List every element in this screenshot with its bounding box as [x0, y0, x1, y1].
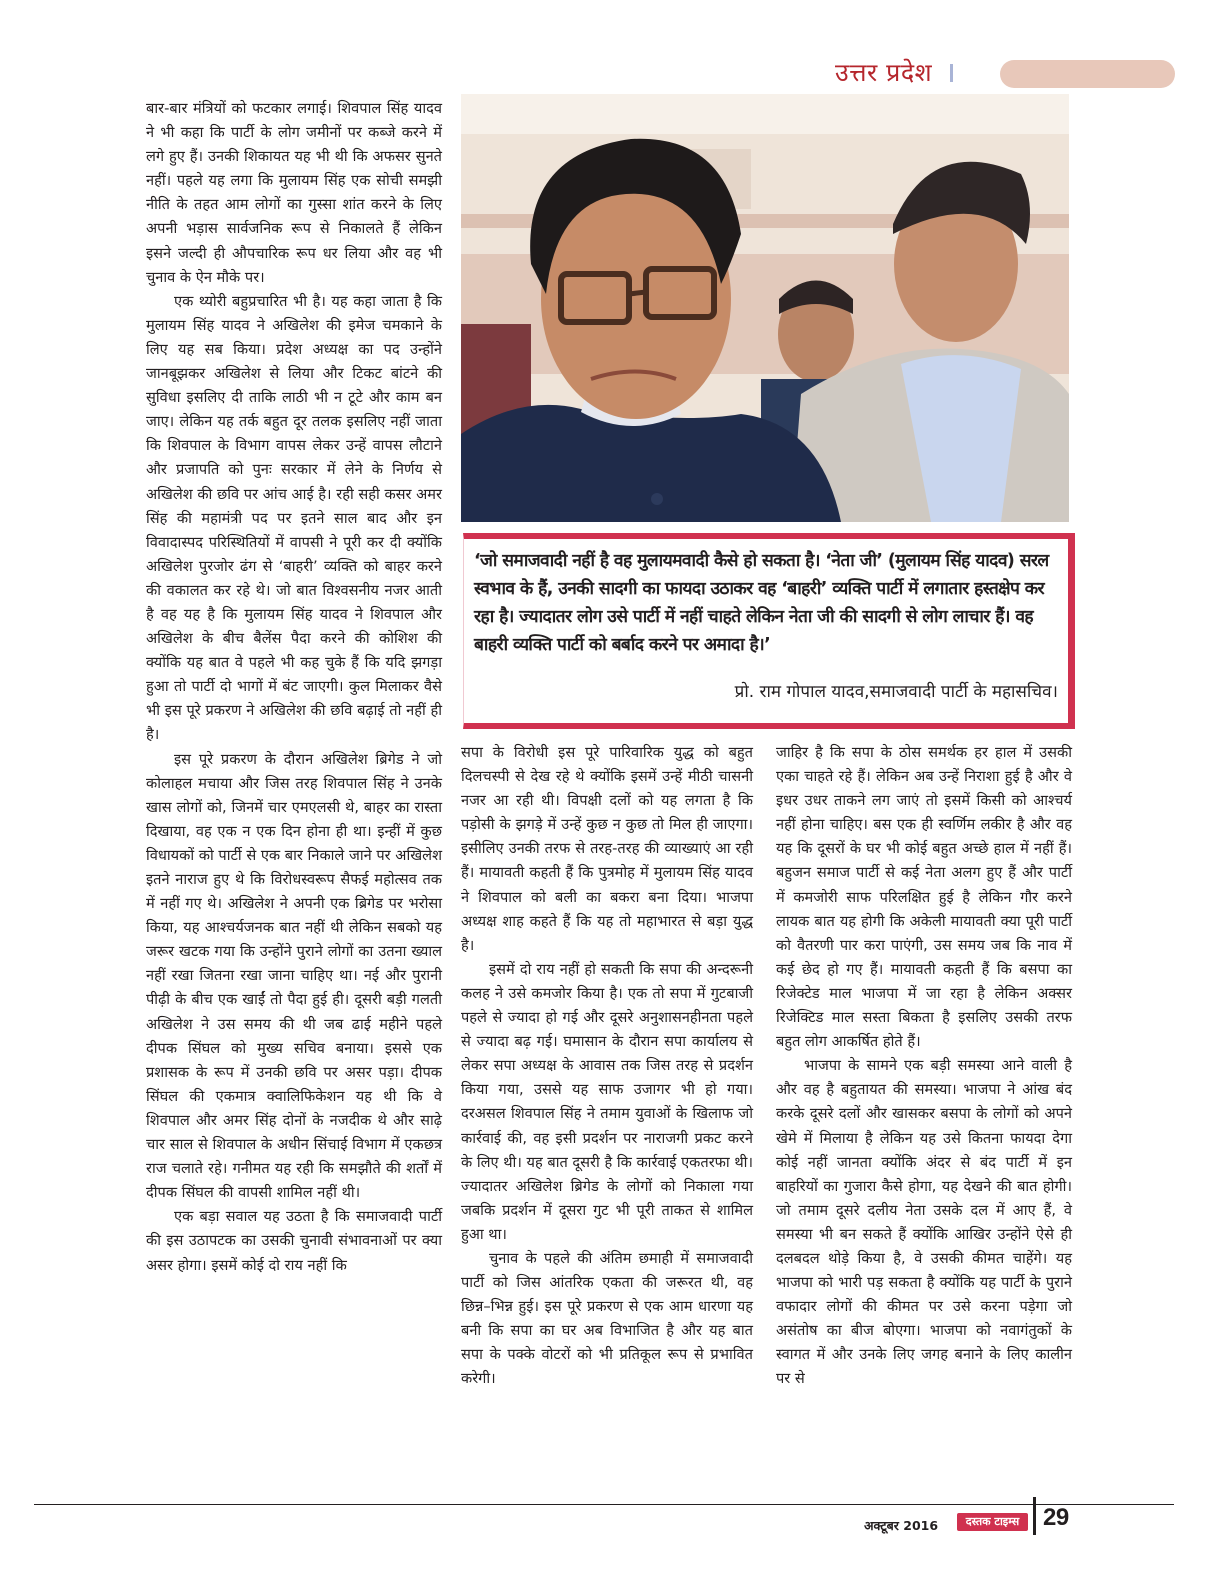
paragraph: सपा के विरोधी इस पूरे पारिवारिक युद्ध को बहुत दिलचस्पी से देख रहे थे क्योंकि इसमें उन्हें मीठी चासनी नजर आ रही थी। विपक्षी दलों को यह लगता है कि पड़ोसी के झगड़े में उन्हें कुछ न कुछ तो मिल ही जाएगा। इसीलिए उनकी तरफ से तरह-तरह की व्याख्याएं आ रही हैं। मायावती कहती हैं कि पुत्रमोह में मुलायम सिंह यादव ने शिवपाल को बली का बकरा बना दिया। भाजपा अध्यक्ष शाह कहते हैं कि यह तो महाभारत से बड़ा युद्ध है।: [461, 744, 753, 954]
paragraph: इस पूरे प्रकरण के दौरान अखिलेश ब्रिगेड ने जो कोलाहल मचाया और जिस तरह शिवपाल सिंह ने उनके खास लोगों को, जिनमें चार एमएलसी थे, बाहर का रास्ता दिखाया, वह एक न एक दिन होना ही था। इन्हीं में कुछ विधायकों को पार्टी से एक बार निकाले जाने पर अखिलेश इतने नाराज हुए थे कि विरोधस्वरूप सैफई महोत्सव तक में नहीं गए थे। अखिलेश ने अपनी एक ब्रिगेड पर भरोसा किया, यह आश्चर्यजनक बात नहीं थी लेकिन सबको यह जरूर खटक गया कि उन्होंने पुराने लोगों का उतना ख्याल नहीं रखा जितना रखा जाना चाहिए था। नई और पुरानी पीढ़ी के बीच एक खाईं तो पैदा हुई ही। दूसरी बड़ी गलती अखिलेश ने उस समय की थी जब ढाई महीने पहले दीपक सिंघल को मुख्य सचिव बनाया। इससे एक प्रशासक के रूप में उनकी छवि पर असर पड़ा। दीपक सिंघल की एकमात्र क्वालिफिकेशन यह थी कि वे शिवपाल और अमर सिंह दोनों के नजदीक थे और साढ़े चार साल से शिवपाल के अधीन सिंचाई विभाग में एकछत्र राज चलाते रहे। गनीमत यह रही कि समझौते की शर्तों में दीपक सिंघल की वापसी शामिल नहीं थी।: [146, 750, 442, 1202]
paragraph: भाजपा के सामने एक बड़ी समस्या आने वाली है और वह है बहुतायत की समस्या। भाजपा ने आंख बंद करके दूसरे दलों और खासकर बसपा के लोगों को अपने खेमे में मिलाया है लेकिन यह उसे कितना फायदा देगा कोई नहीं जानता क्योंकि अंदर से बंद पार्टी में इन बाहरियों का गुजारा कैसे होगा, यह देखने की बात होगी। जो तमाम दूसरे दलीय नेता उसके दल में आए हैं, वे समस्या भी बन सकते हैं क्योंकि आखिर उन्होंने ऐसे ही दलबदल थोड़े किया है, वे उसकी कीमत चाहेंगे। यह भाजपा को भारी पड़ सकता है क्योंकि यह पार्टी के पुराने वफादार लोगों की कीमत पर उसे करना पड़ेगा जो असंतोष का बीज बोएगा। भाजपा को नवागंतुकों के स्वागत में और उनके लिए जगह बनाने के लिए कालीन पर से: [776, 1057, 1072, 1388]
paragraph: जाहिर है कि सपा के ठोस समर्थक हर हाल में उसकी एका चाहते रहे हैं। लेकिन अब उन्हें निराशा हुई है और वे इधर उधर ताकने लग जाएं तो इसमें किसी को आश्चर्य नहीं होना चाहिए। बस एक ही स्वर्णिम लकीर है और वह यह कि दूसरों के घर भी कोई बहुत अच्छे हाल में नहीं हैं। बहुजन समाज पार्टी से कई नेता अलग हुए हैं और पार्टी में कमजोरी साफ परिलक्षित हुई है लेकिन गौर करने लायक बात यह होगी कि अकेली मायावती क्या पूरी पार्टी को वैतरणी पार करा पाएंगी, उस समय जब कि नाव में कई छेद हो गए हैं। मायावती कहती हैं कि बसपा का रिजेक्टेड माल भाजपा में जा रहा है लेकिन अक्सर रिजेक्टिड माल सस्ता बिकता है इसलिए उसकी तरफ बहुत लोग आकर्षित होते हैं।: [776, 744, 1072, 1051]
article-column-right: [776, 741, 1072, 1392]
article-column-left: [146, 97, 442, 1278]
section-label: उत्तर प्रदेश: [835, 58, 933, 87]
pull-quote-text: ‘जो समाजवादी नहीं है वह मुलायमवादी कैसे हो सकता है। ‘नेता जी’ (मुलायम सिंह यादव) सरल स्वभाव के हैं, उनकी सादगी का फायदा उठाकर वह ‘बाहरी’ व्यक्ति पार्टी में लगातार हस्तक्षेप कर रहा है। ज्यादातर लोग उसे पार्टी में नहीं चाहते लेकिन नेता जी की सादगी से लोग लाचार हैं। वह बाहरी व्यक्ति पार्टी को बर्बाद करने पर अमादा है।’: [474, 551, 1049, 655]
paragraph: एक थ्योरी बहुप्रचारित भी है। यह कहा जाता है कि मुलायम सिंह यादव ने अखिलेश की इमेज चमकाने के लिए यह सब किया। प्रदेश अध्यक्ष का पद उन्होंने जानबूझकर अखिलेश से लिया और टिकट बांटने की सुविधा इसलिए दी ताकि लाठी भी न टूटे और काम बन जाए। लेकिन यह तर्क बहुत दूर तलक इसलिए नहीं जाता कि शिवपाल के विभाग वापस लेकर उन्हें वापस लौटाने और प्रजापति को पुनः सरकार में लेने के निर्णय से अखिलेश की छवि पर आंच आई है। रही सही कसर अमर सिंह की महामंत्री पद पर इतने साल बाद और इन विवादास्पद परिस्थितियों में वापसी ने पूरी कर दी क्योंकि अखिलेश पुरजोर ढंग से ‘बाहरी’ व्यक्ति को बाहर करने की वकालत कर रहे थे। जो बात विश्वसनीय नजर आती है वह यह है कि मुलायम सिंह यादव ने शिवपाल और अखिलेश के बीच बैलेंस पैदा करने की कोशिश की क्योंकि यह बात वे पहले भी कह चुके हैं कि यदि झगड़ा हुआ तो पार्टी दो भागों में बंट जाएगी। कुल मिलाकर वैसे भी इस पूरे प्रकरण ने अखिलेश की छवि बढ़ाई तो नहीं ही है।: [146, 292, 442, 744]
article-column-middle: [461, 741, 753, 1392]
issue-date: अक्टूबर 2016: [864, 1518, 939, 1533]
page-number: 29: [1043, 1504, 1069, 1531]
article-photo: [461, 94, 1069, 522]
paragraph: बार-बार मंत्रियों को फटकार लगाई। शिवपाल सिंह यादव ने भी कहा कि पार्टी के लोग जमीनों पर कब्जे करने में लगे हुए हैं। उनकी शिकायत यह भी थी कि अफसर सुनते नहीं। पहले यह लगा कि मुलायम सिंह एक सोची समझी नीति के तहत आम लोगों का गुस्सा शांत करने के लिए अपनी भड़ास सार्वजनिक रूप से निकालते हैं लेकिन इसने जल्दी ही औपचारिक रूप धर लिया और वह भी चुनाव के ऐन मौके पर।: [146, 100, 442, 286]
paragraph: इसमें दो राय नहीं हो सकती कि सपा की अन्दरूनी कलह ने उसे कमजोर किया है। एक तो सपा में गुटबाजी पहले से ज्यादा हो गई और दूसरे अनुशासनहीनता पहले से ज्यादा बढ़ गई। घमासान के दौरान सपा कार्यालय से लेकर सपा अध्यक्ष के आवास तक जिस तरह से प्रदर्शन किया गया, उससे यह साफ उजागर भी हो गया। दरअसल शिवपाल सिंह ने तमाम युवाओं के खिलाफ जो कार्रवाई की, वह इसी प्रदर्शन पर नाराजगी प्रकट करने के लिए थी। यह बात दूसरी है कि कार्रवाई एकतरफा थी। ज्यादातर अखिलेश ब्रिगेड के लोगों को निकाला गया जबकि प्रदर्शन में दूसरा गुट भी पूरी ताकत से शामिल हुआ था।: [461, 960, 753, 1243]
paragraph: चुनाव के पहले की अंतिम छमाही में समाजवादी पार्टी को जिस आंतरिक एकता की जरूरत थी, वह छिन्न–भिन्न हुई। इस पूरे प्रकरण से एक आम धारणा यह बनी कि सपा का घर अब विभाजित है और यह बात सपा के पक्के वोटरों को भी प्रतिकूल रूप से प्रभावित करेगी।: [461, 1249, 753, 1388]
footer-divider: [1033, 1497, 1036, 1535]
magazine-logo: दस्तक टाइम्स: [957, 1513, 1028, 1531]
photo-icon: [461, 94, 1069, 522]
footer-rule: [34, 1504, 1174, 1505]
pull-quote-attribution: प्रो. राम गोपाल यादव,समाजवादी पार्टी के महासचिव।: [734, 682, 1058, 702]
header-divider: [950, 64, 953, 82]
paragraph: एक बड़ा सवाल यह उठता है कि समाजवादी पार्टी की इस उठापटक का उसकी चुनावी संभावनाओं पर क्या असर होगा। इसमें कोई दो राय नहीं कि: [146, 1208, 442, 1274]
pull-quote-box: [463, 533, 1075, 729]
header-decoration-pill: [1000, 60, 1175, 88]
